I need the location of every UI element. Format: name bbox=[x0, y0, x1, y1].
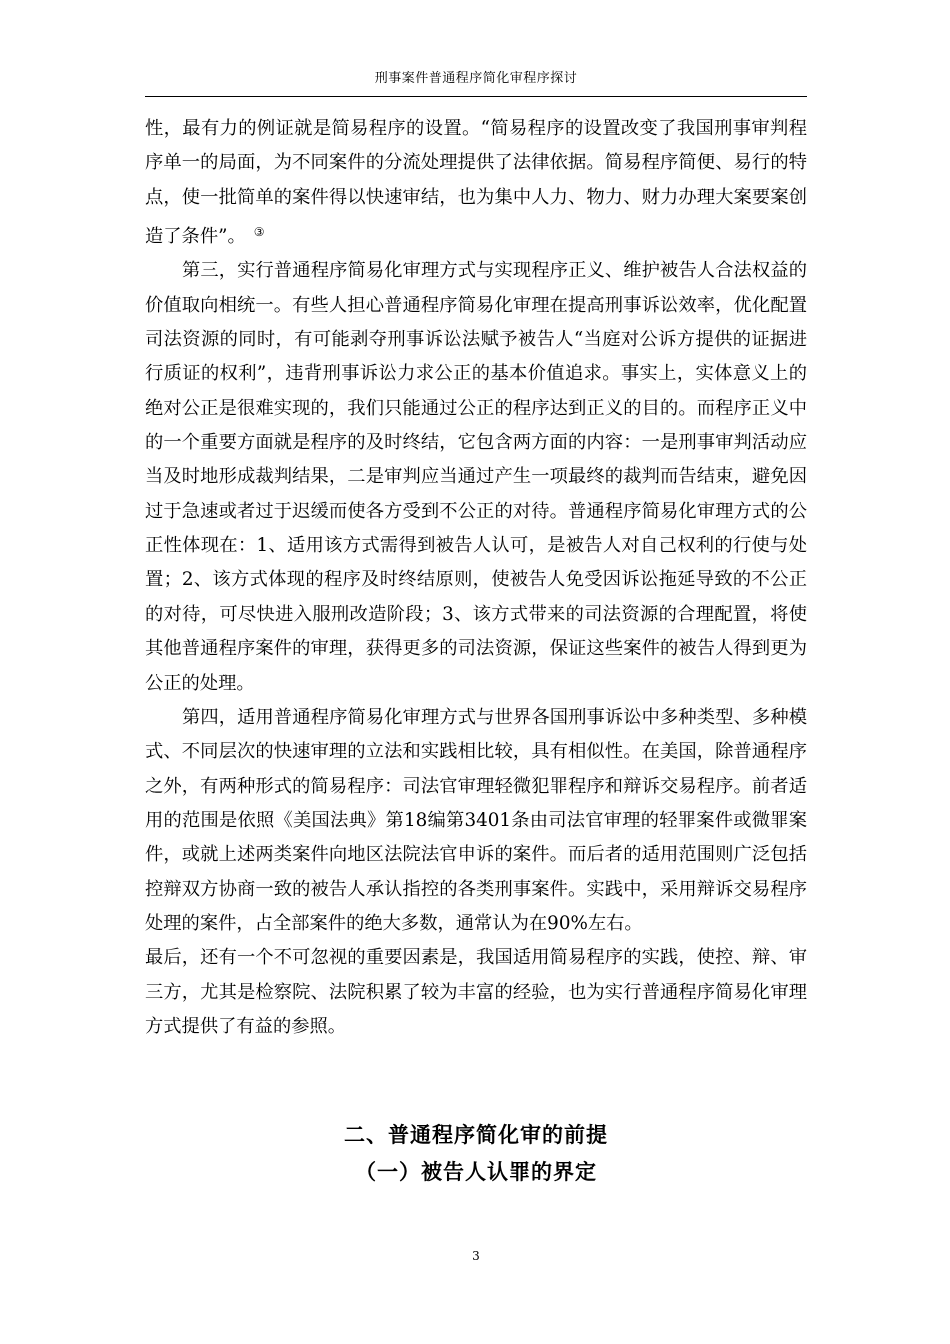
body-text bbox=[145, 112, 807, 1044]
running-header: 刑事案件普通程序简化审程序探讨 bbox=[374, 71, 578, 86]
header-divider bbox=[145, 96, 807, 97]
paragraph-third-point: 第三，实行普通程序简易化审理方式与实现程序正义、维护被告人合法权益的价值取向相统一。有些人担心普通程序简易化审理在提高刑事诉讼效率，优化配置司法资源的同时，有可能剥夺刑事诉讼法赋予被告人“当庭对公诉方提供的证据进行质证的权利”，违背刑事诉讼力求公正的基本价值追求。事实上，实体意义上的绝对公正是很难实现的，我们只能通过公正的程序达到正义的目的。而程序正义中的一个重要方面就是程序的及时终结，它包含两方面的内容：一是刑事审判活动应当及时地形成裁判结果，二是审判应当通过产生一项最终的裁判而告结束，避免因过于急速或者过于迟缓而使各方受到不公正的对待。普通程序简易化审理方式的公正性体现在：1、适用该方式需得到被告人认可，是被告人对自己权利的行使与处置；2、该方式体现的程序及时终结原则，使被告人免受因诉讼拖延导致的不公正的对待，可尽快进入服刑改造阶段；3、该方式带来的司法资源的合理配置，将使其他普通程序案件的审理，获得更多的司法资源，保证这些案件的被告人得到更为公正的处理。 bbox=[145, 260, 807, 694]
page-number: 3 bbox=[472, 1249, 480, 1263]
subsection-heading: （一）被告人认罪的界定 bbox=[355, 1160, 597, 1184]
footnote-marker[interactable]: ③ bbox=[253, 225, 265, 240]
section-heading: 二、普通程序简化审的前提 bbox=[344, 1123, 608, 1147]
paragraph-finally: 最后，还有一个不可忽视的重要因素是，我国适用简易程序的实践，使控、辩、审三方，尤其是检察院、法院积累了较为丰富的经验，也为实行普通程序简易化审理方式提供了有益的参照。 bbox=[145, 947, 807, 1037]
paragraph-text: 性，最有力的例证就是简易程序的设置。“简易程序的设置改变了我国刑事审判程序单一的局面，为不同案件的分流处理提供了法律依据。简易程序简便、易行的特点，使一批简单的案件得以快速审结，也为集中人力、物力、财力办理大案要案创造了条件”。 bbox=[145, 118, 807, 248]
paragraph-fourth-point: 第四，适用普通程序简易化审理方式与世界各国刑事诉讼中多种类型、多种模式、不同层次的快速审理的立法和实践相比较，具有相似性。在美国，除普通程序之外，有两种形式的简易程序：司法官审理轻微犯罪程序和辩诉交易程序。前者适用的范围是依照《美国法典》第18编第3401条由司法官审理的轻罪案件或微罪案件，或就上述两类案件向地区法院法官申诉的案件。而后者的适用范围则广泛包括控辩双方协商一致的被告人承认指控的各类刑事案件。实践中，采用辩诉交易程序处理的案件，占全部案件的绝大多数，通常认为在90%左右。 bbox=[145, 706, 807, 934]
paragraph-continuation bbox=[145, 112, 807, 254]
